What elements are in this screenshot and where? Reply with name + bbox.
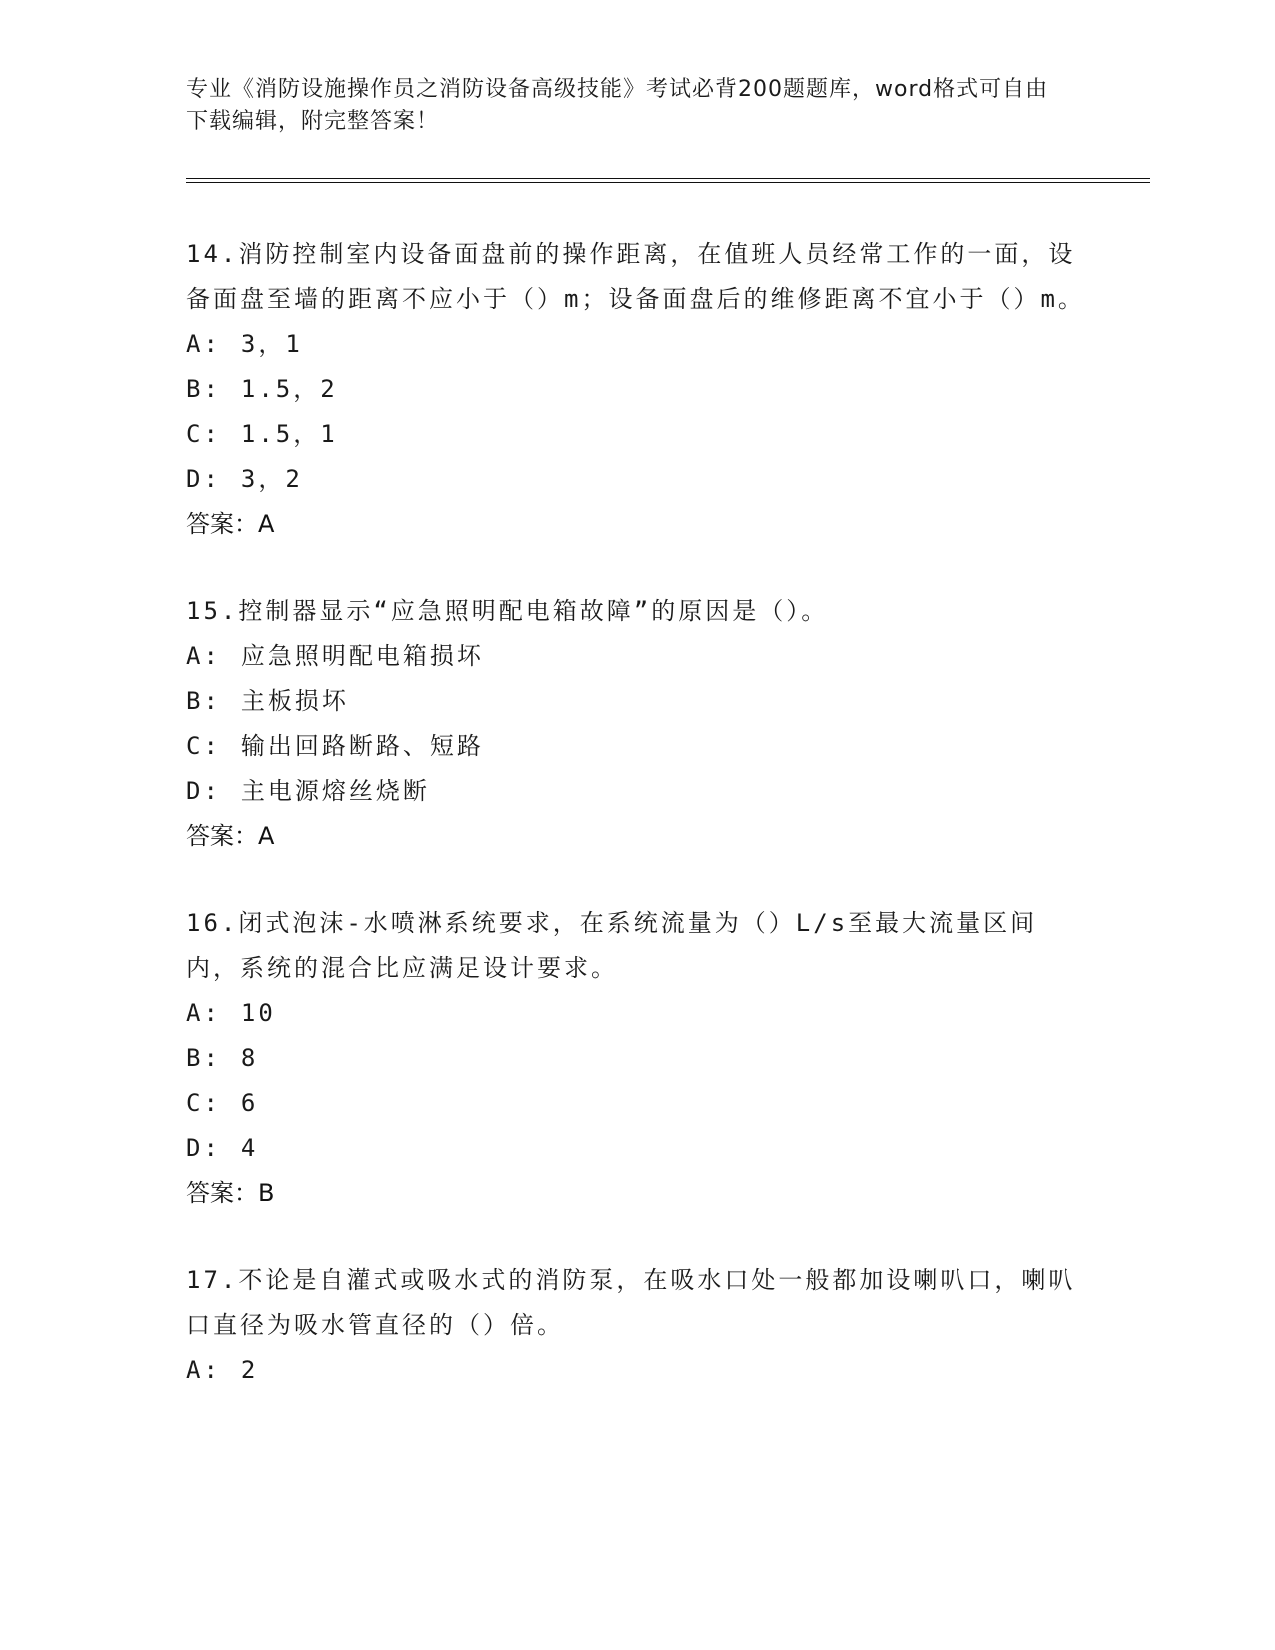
option-c [186,724,1086,769]
option-a [186,322,1086,367]
option-letter: A: [186,1356,221,1384]
option-letter: B: [186,1044,221,1072]
option-letter: A: [186,642,221,670]
answer-label: 答案：A [186,822,275,850]
option-text: 6 [240,1089,259,1117]
option-letter: D: [186,1134,221,1162]
option-text: 1.5，2 [240,375,338,403]
option-letter: A: [186,999,221,1027]
option-letter: D: [186,465,221,493]
document-header: 专业《消防设施操作员之消防设备高级技能》考试必背200题题库，word格式可自由下载编辑，附完整答案！ [186,77,1049,134]
option-letter: D: [186,777,221,805]
question-text: 16.闭式泡沫-水喷淋系统要求，在系统流量为（）L/s至最大流量区间内，系统的混合比应满足设计要求。 [186,909,1038,982]
option-text: 输出回路断路、短路 [240,732,484,760]
question-14 [186,232,1086,547]
option-text: 主电源熔丝烧断 [240,777,430,805]
option-b [186,1036,1086,1081]
question-17 [186,1258,1086,1393]
option-d [186,1126,1086,1171]
option-letter: C: [186,420,221,448]
option-c [186,412,1086,457]
option-letter: B: [186,375,221,403]
option-a [186,991,1086,1036]
header-divider-bottom [186,182,1150,183]
option-text: 8 [240,1044,259,1072]
question-16 [186,901,1086,1216]
question-15 [186,589,1086,859]
option-a [186,634,1086,679]
option-letter: C: [186,1089,221,1117]
option-text: 应急照明配电箱损坏 [240,642,484,670]
answer-label: 答案：B [186,1179,275,1207]
question-text: 14.消防控制室内设备面盘前的操作距离，在值班人员经常工作的一面，设备面盘至墙的距离不应小于（）m；设备面盘后的维修距离不宜小于（）m。 [186,240,1085,313]
question-text: 15.控制器显示“应急照明配电箱故障”的原因是（）。 [186,597,829,625]
option-text: 3，1 [240,330,303,358]
option-d [186,457,1086,502]
option-d [186,769,1086,814]
option-text: 主板损坏 [240,687,349,715]
option-a [186,1348,1086,1393]
option-letter: B: [186,687,221,715]
option-text: 2 [240,1356,259,1384]
option-b [186,679,1086,724]
question-text: 17.不论是自灌式或吸水式的消防泵，在吸水口处一般都加设喇叭口，喇叭口直径为吸水管直径的（）倍。 [186,1266,1076,1339]
option-c [186,1081,1086,1126]
question-list [186,232,1086,1435]
option-letter: C: [186,732,221,760]
option-text: 10 [240,999,276,1027]
option-b [186,367,1086,412]
option-text: 1.5，1 [240,420,338,448]
answer-label: 答案：A [186,510,275,538]
option-text: 3，2 [240,465,303,493]
option-text: 4 [240,1134,259,1162]
header-divider-top [186,178,1150,179]
option-letter: A: [186,330,221,358]
